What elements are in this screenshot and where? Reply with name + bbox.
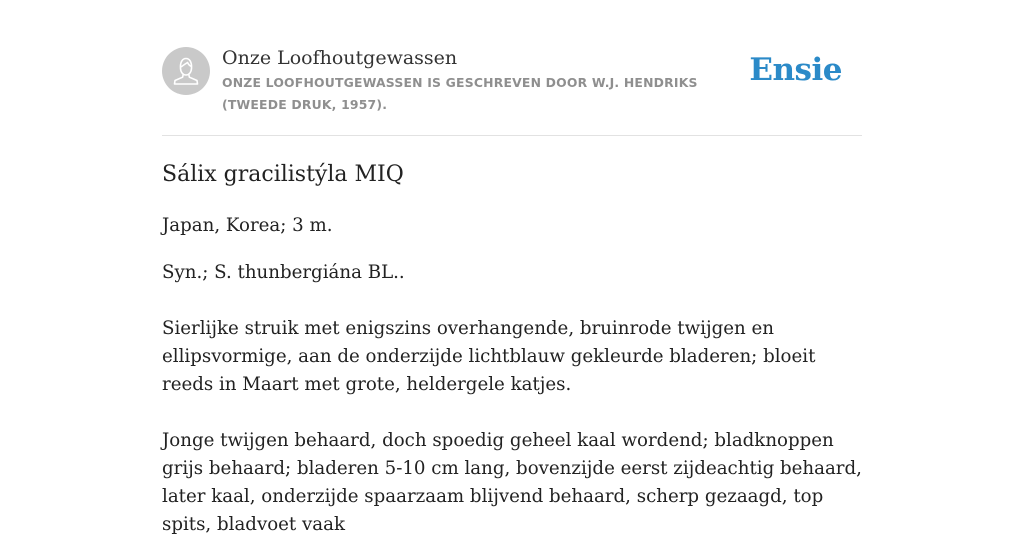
avatar bbox=[162, 47, 210, 95]
brand-logo[interactable]: Ensie bbox=[749, 52, 842, 88]
page bbox=[162, 0, 862, 535]
user-silhouette-icon bbox=[162, 47, 210, 95]
source-header bbox=[162, 0, 862, 136]
entry-description-2: Jonge twijgen behaard, doch spoedig geheel kaal wordend; bladknoppen grijs behaard; bladeren 5-10 cm lang, bovenzijde eerst zijdeachtig behaard, later kaal, onderzijde spaarzaam blijvend behaard, scherp gezaagd, top spits, bladvoet vaak bbox=[162, 430, 862, 535]
entry-description-1: Sierlijke struik met enigszins overhangende, bruinrode twijgen en ellipsvormige, aan de onderzijde lichtblauw gekleurde bladeren; bloeit reeds in Maart met grote, heldergele katjes. bbox=[162, 318, 816, 395]
source-description: ONZE LOOFHOUTGEWASSEN IS GESCHREVEN DOOR W.J. HENDRIKS (TWEEDE DRUK, 1957). bbox=[222, 75, 698, 112]
entry-content bbox=[162, 159, 867, 535]
entry-range: Japan, Korea; 3 m. bbox=[162, 215, 333, 236]
entry-title: Sálix gracilistýla MIQ bbox=[162, 162, 404, 187]
source-title[interactable]: Onze Loofhoutgewassen bbox=[222, 47, 458, 69]
entry-synonym: Syn.; S. thunbergiána BL.. bbox=[162, 262, 405, 283]
